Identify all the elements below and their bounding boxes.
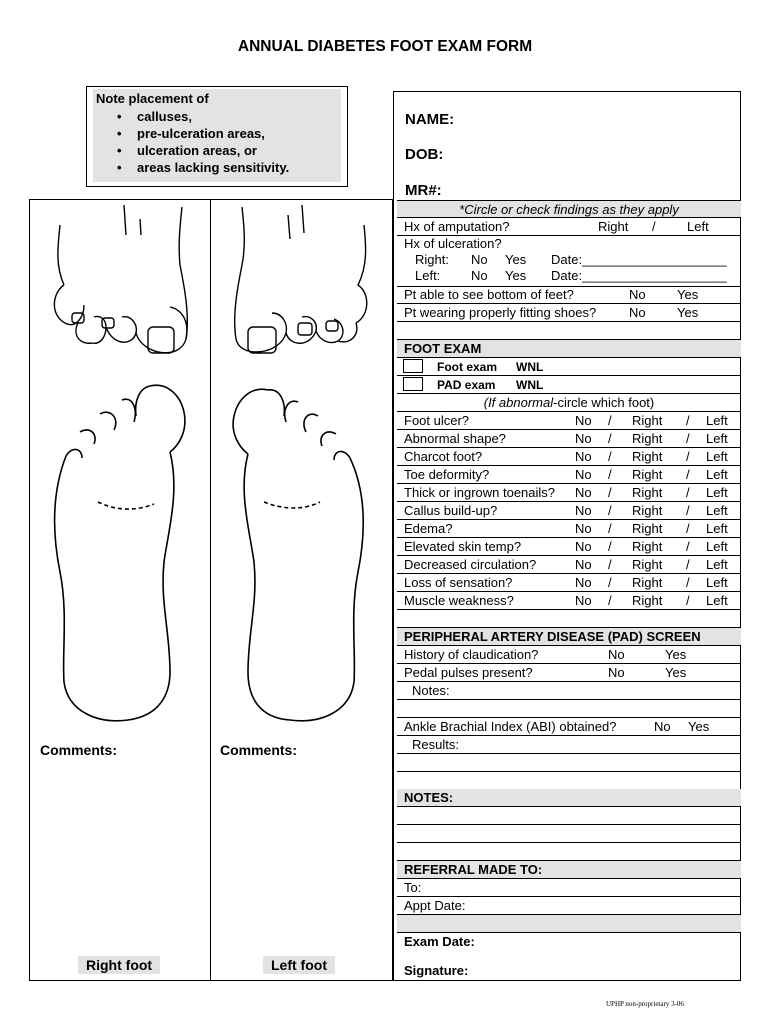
- finding-row: [397, 448, 741, 466]
- feet-divider: [210, 199, 211, 981]
- pulses-yes[interactable]: Yes: [665, 665, 687, 680]
- finding-slash: /: [686, 557, 690, 572]
- see-bottom-yes[interactable]: Yes: [677, 287, 699, 302]
- notes-line-1[interactable]: [397, 807, 741, 825]
- see-bottom-label: Pt able to see bottom of feet?: [404, 287, 574, 302]
- finding-right-option[interactable]: Right: [632, 593, 663, 608]
- finding-no-option[interactable]: No: [575, 503, 592, 518]
- notes-header: [397, 789, 741, 807]
- finding-right-option[interactable]: Right: [632, 503, 663, 518]
- left-foot-comments-label: Comments:: [220, 742, 298, 758]
- footer-note: UPHP non-proprietary 3-06: [606, 1000, 684, 1008]
- finding-slash: /: [608, 557, 612, 572]
- finding-left-option[interactable]: Left: [706, 539, 728, 554]
- finding-label: Thick or ingrown toenails?: [404, 485, 556, 500]
- finding-slash: /: [608, 467, 612, 482]
- finding-label: Elevated skin temp?: [404, 539, 522, 554]
- finding-slash: /: [608, 539, 612, 554]
- finding-no-option[interactable]: No: [575, 593, 592, 608]
- finding-right-option[interactable]: Right: [632, 575, 663, 590]
- abi-results-row[interactable]: [397, 736, 741, 754]
- appt-date-row[interactable]: [397, 897, 741, 915]
- finding-label: Loss of sensation?: [404, 575, 513, 590]
- finding-no-option[interactable]: No: [575, 431, 592, 446]
- ulceration-right-yes[interactable]: Yes: [505, 252, 527, 267]
- ulceration-left-date[interactable]: Date:____________________: [551, 268, 727, 283]
- finding-right-option[interactable]: Right: [632, 413, 663, 428]
- finding-row: [397, 592, 741, 610]
- finding-row: [397, 520, 741, 538]
- abnormal-note-rest: -circle which foot): [553, 395, 655, 410]
- finding-slash: /: [608, 413, 612, 428]
- left-foot-label: Left foot: [263, 956, 335, 974]
- finding-row: [397, 484, 741, 502]
- finding-slash: /: [608, 593, 612, 608]
- foot-exam-wnl-label: WNL: [516, 360, 544, 374]
- finding-no-option[interactable]: No: [575, 575, 592, 590]
- finding-slash: /: [686, 593, 690, 608]
- right-foot-label: Right foot: [78, 956, 160, 974]
- finding-left-option[interactable]: Left: [706, 575, 728, 590]
- blank-row-2: [397, 610, 741, 628]
- amputation-right-option[interactable]: Right: [598, 219, 629, 234]
- shoes-row: [397, 304, 741, 322]
- referral-header: [397, 861, 741, 879]
- mr-field-label[interactable]: MR#:: [405, 182, 442, 199]
- amputation-slash: /: [652, 219, 656, 234]
- shoes-label: Pt wearing properly fitting shoes?: [404, 305, 597, 320]
- finding-left-option[interactable]: Left: [706, 467, 728, 482]
- ulceration-right-date[interactable]: Date:____________________: [551, 252, 727, 267]
- pulses-no[interactable]: No: [608, 665, 625, 680]
- pad-notes-label: Notes:: [412, 683, 450, 698]
- referral-to-row[interactable]: [397, 879, 741, 897]
- appt-date-label: Appt Date:: [404, 898, 466, 913]
- pad-header: [397, 628, 741, 646]
- note-placement-shading: [93, 89, 341, 182]
- finding-slash: /: [608, 575, 612, 590]
- finding-slash: /: [686, 449, 690, 464]
- note-placement-title: Note placement of: [96, 91, 209, 106]
- ulceration-block: [397, 236, 741, 287]
- abi-results-label: Results:: [412, 737, 459, 752]
- foot-exam-header-label: FOOT EXAM: [404, 341, 482, 356]
- notes-header-label: NOTES:: [404, 790, 454, 805]
- ulceration-left-no[interactable]: No: [471, 268, 488, 283]
- blank-row-1: [397, 322, 741, 340]
- finding-no-option[interactable]: No: [575, 557, 592, 572]
- finding-row: [397, 556, 741, 574]
- ulceration-right-no[interactable]: No: [471, 252, 488, 267]
- foot-exam-check-row: [397, 358, 741, 376]
- finding-right-option[interactable]: Right: [632, 485, 663, 500]
- note-item-pre-ulceration: • pre-ulceration areas,: [115, 125, 289, 142]
- claudication-yes[interactable]: Yes: [665, 647, 687, 662]
- referral-to-label: To:: [404, 880, 422, 895]
- finding-slash: /: [686, 539, 690, 554]
- ulceration-left-side: Left:: [415, 268, 441, 283]
- pad-exam-check-label: PAD exam: [437, 378, 496, 392]
- referral-header-label: REFERRAL MADE TO:: [404, 862, 543, 877]
- finding-row: [397, 412, 741, 430]
- form-title: ANNUAL DIABETES FOOT EXAM FORM: [237, 38, 533, 55]
- dob-field-label[interactable]: DOB:: [405, 146, 444, 163]
- note-placement-box: [86, 86, 348, 187]
- finding-label: Decreased circulation?: [404, 557, 537, 572]
- finding-left-option[interactable]: Left: [706, 557, 728, 572]
- amputation-label: Hx of amputation?: [404, 219, 510, 234]
- pad-exam-wnl-label: WNL: [516, 378, 544, 392]
- finding-row: [397, 538, 741, 556]
- finding-left-option[interactable]: Left: [706, 593, 728, 608]
- finding-slash: /: [686, 575, 690, 590]
- finding-left-option[interactable]: Left: [706, 431, 728, 446]
- referral-spacer-row: [397, 915, 741, 933]
- abi-row: [397, 718, 741, 736]
- finding-left-option[interactable]: Left: [706, 413, 728, 428]
- finding-label: Foot ulcer?: [404, 413, 470, 428]
- finding-right-option[interactable]: Right: [632, 521, 663, 536]
- finding-row: [397, 502, 741, 520]
- left-foot-top-view-drawing: [220, 205, 385, 365]
- finding-right-option[interactable]: Right: [632, 557, 663, 572]
- finding-label: Abnormal shape?: [404, 431, 506, 446]
- finding-slash: /: [686, 431, 690, 446]
- name-field-label[interactable]: NAME:: [405, 111, 455, 128]
- shoes-no[interactable]: No: [629, 305, 646, 320]
- finding-no-option[interactable]: No: [575, 467, 592, 482]
- finding-right-option[interactable]: Right: [632, 539, 663, 554]
- finding-slash: /: [686, 413, 690, 428]
- pad-notes-row[interactable]: [397, 682, 741, 700]
- notes-line-3[interactable]: [397, 843, 741, 861]
- finding-no-option[interactable]: No: [575, 449, 592, 464]
- amputation-row: [397, 218, 741, 236]
- claudication-label: History of claudication?: [404, 647, 539, 662]
- finding-left-option[interactable]: Left: [706, 449, 728, 464]
- finding-right-option[interactable]: Right: [632, 449, 663, 464]
- finding-label: Edema?: [404, 521, 453, 536]
- shoes-yes[interactable]: Yes: [677, 305, 699, 320]
- right-foot-top-view-drawing: [40, 205, 205, 365]
- finding-left-option[interactable]: Left: [706, 503, 728, 518]
- pulses-row: [397, 664, 741, 682]
- blank-row-5: [397, 772, 741, 790]
- finding-slash: /: [686, 503, 690, 518]
- finding-row: [397, 466, 741, 484]
- claudication-no[interactable]: No: [608, 647, 625, 662]
- notes-line-2[interactable]: [397, 825, 741, 843]
- right-foot-sole-drawing: [38, 382, 203, 727]
- note-item-calluses: • calluses,: [115, 108, 289, 125]
- ulceration-label: Hx of ulceration?: [404, 236, 502, 251]
- finding-label: Toe deformity?: [404, 467, 490, 482]
- instructions-row: *Circle or check findings as they apply: [397, 200, 741, 218]
- abi-label: Ankle Brachial Index (ABI) obtained?: [404, 719, 617, 734]
- finding-no-option[interactable]: No: [575, 413, 592, 428]
- finding-no-option[interactable]: No: [575, 521, 592, 536]
- amputation-left-option[interactable]: Left: [687, 219, 709, 234]
- pad-exam-check-row: [397, 376, 741, 394]
- abi-yes[interactable]: Yes: [688, 719, 710, 734]
- note-item-sensitivity: • areas lacking sensitivity.: [115, 159, 289, 176]
- foot-exam-check-label: Foot exam: [437, 360, 498, 374]
- finding-row: [397, 574, 741, 592]
- foot-exam-wnl-checkbox[interactable]: [403, 359, 423, 373]
- exam-date-label[interactable]: Exam Date:: [404, 934, 475, 949]
- see-bottom-row: [397, 286, 741, 304]
- finding-no-option[interactable]: No: [575, 485, 592, 500]
- finding-slash: /: [686, 467, 690, 482]
- blank-row-3: [397, 700, 741, 718]
- finding-slash: /: [608, 503, 612, 518]
- note-placement-list: [115, 108, 289, 176]
- finding-slash: /: [686, 521, 690, 536]
- finding-slash: /: [686, 485, 690, 500]
- ulceration-left-yes[interactable]: Yes: [505, 268, 527, 283]
- finding-slash: /: [608, 449, 612, 464]
- pad-exam-wnl-checkbox[interactable]: [403, 377, 423, 391]
- finding-slash: /: [608, 521, 612, 536]
- pulses-label: Pedal pulses present?: [404, 665, 533, 680]
- finding-label: Muscle weakness?: [404, 593, 514, 608]
- abnormal-note-italic: (If abnormal: [483, 395, 554, 410]
- foot-exam-header: [397, 340, 741, 358]
- finding-no-option[interactable]: No: [575, 539, 592, 554]
- ulceration-right-side: Right:: [415, 252, 449, 267]
- left-foot-sole-drawing: [218, 382, 383, 727]
- finding-right-option[interactable]: Right: [632, 431, 663, 446]
- signature-label[interactable]: Signature:: [404, 963, 469, 978]
- finding-right-option[interactable]: Right: [632, 467, 663, 482]
- blank-row-4: [397, 754, 741, 772]
- claudication-row: [397, 646, 741, 664]
- right-foot-comments-label: Comments:: [40, 742, 118, 758]
- abi-no[interactable]: No: [654, 719, 671, 734]
- pad-header-label: PERIPHERAL ARTERY DISEASE (PAD) SCREEN: [404, 629, 701, 644]
- abnormal-note-row: [397, 394, 741, 412]
- finding-label: Callus build-up?: [404, 503, 498, 518]
- see-bottom-no[interactable]: No: [629, 287, 646, 302]
- note-item-ulceration: • ulceration areas, or: [115, 142, 289, 159]
- finding-left-option[interactable]: Left: [706, 521, 728, 536]
- finding-slash: /: [608, 431, 612, 446]
- finding-left-option[interactable]: Left: [706, 485, 728, 500]
- finding-row: [397, 430, 741, 448]
- finding-slash: /: [608, 485, 612, 500]
- finding-label: Charcot foot?: [404, 449, 483, 464]
